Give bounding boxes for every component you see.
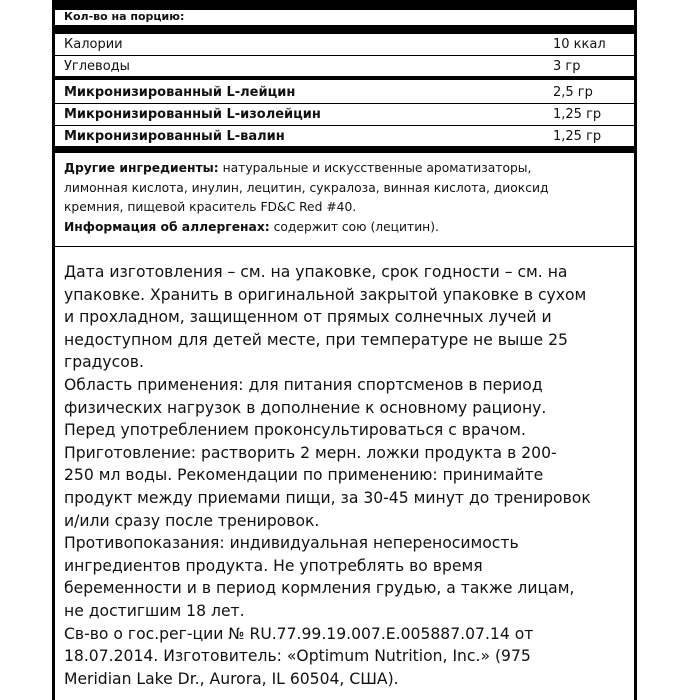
serving-label: Кол-во на порцию: (64, 10, 185, 23)
nutrient-value: 3 гр (553, 58, 581, 74)
description-line: Перед употреблением проконсультироваться с врачом. (64, 421, 526, 440)
nutrient-value: 2,5 гр (553, 84, 593, 100)
bottom-table-divider (55, 146, 634, 153)
description-line: ингредиентов продукта. Не употреблять во время (64, 556, 483, 575)
other-ingredients (64, 159, 624, 179)
description-line: и/или сразу после тренировок. (64, 511, 320, 530)
nutrient-value: 1,25 гр (553, 106, 602, 122)
nutrient-name: Микронизированный L-изолейцин (64, 106, 321, 122)
other-ingredients-text-2: лимонная кислота, инулин, лецитин, сукралоза, винная кислота, диоксид (64, 180, 549, 195)
description-line: не достигшим 18 лет. (64, 601, 245, 620)
nutrition-row-leucine (64, 82, 625, 102)
other-ingredients-text-3: кремния, пищевой краситель FD&C Red #40. (64, 200, 357, 214)
nutrition-row-carbs (64, 56, 625, 76)
ingredients-divider (55, 246, 634, 247)
top-divider (55, 0, 634, 10)
nutrition-row-isoleucine (64, 104, 625, 124)
description-line: упаковке. Хранить в оригинальной закрытой упаковке в сухом (64, 285, 587, 304)
allergen-text: содержит сою (лецитин). (269, 219, 439, 234)
description-line: беременности и в период кормления грудью, а также лицам, (64, 579, 575, 598)
description-line: Дата изготовления – см. на упаковке, срок годности – см. на (64, 263, 568, 281)
other-ingredients-text-1: натуральные и искусственные ароматизаторы, (218, 161, 532, 175)
description-line: 250 мл воды. Рекомендации по применению: принимайте (64, 466, 544, 485)
nutrient-name: Микронизированный L-лейцин (64, 84, 296, 100)
allergen-info (64, 218, 624, 238)
section-divider (55, 76, 634, 80)
nutrient-name: Калории (64, 36, 123, 52)
nutrient-value: 10 ккал (553, 36, 606, 52)
nutrient-name: Микронизированный L-валин (64, 128, 285, 144)
description-line: недоступном для детей месте, при температуре не выше 25 (64, 330, 568, 349)
nutrition-row-valine (64, 126, 625, 146)
header-divider (55, 27, 634, 34)
description-block (64, 261, 626, 690)
description-line: 18.07.2014. Изготовитель: «Optimum Nutrition, Inc.» (975 (64, 647, 531, 666)
ingredients-block (64, 159, 624, 237)
description-line: физических нагрузок в дополнение к основному рациону. (64, 398, 547, 417)
description-line: Область применения: для питания спортсменов в период (64, 375, 543, 394)
nutrient-name: Углеводы (64, 58, 130, 74)
description-line: Приготовление: растворить 2 мерн. ложки продукта в 200- (64, 443, 557, 462)
nutrient-value: 1,25 гр (553, 128, 602, 144)
other-ingredients-label: Другие ингредиенты: (64, 161, 219, 175)
description-line: и прохладном, защищенном от прямых солнечных лучей и (64, 308, 552, 327)
description-line: продукт между приемами пищи, за 30-45 минут до тренировок (64, 488, 591, 507)
nutrition-row-calories (64, 34, 625, 54)
supplement-label (52, 0, 637, 700)
description-line: градусов. (64, 353, 144, 372)
description-line: Противопоказания: индивидуальная непереносимость (64, 534, 519, 553)
description-line: Meridian Lake Dr., Aurora, IL 60504, США). (64, 669, 399, 688)
allergen-label: Информация об аллергенах: (64, 219, 270, 234)
description-line: Св-во о гос.рег-ции № RU.77.99.19.007.Е.005887.07.14 от (64, 624, 534, 643)
